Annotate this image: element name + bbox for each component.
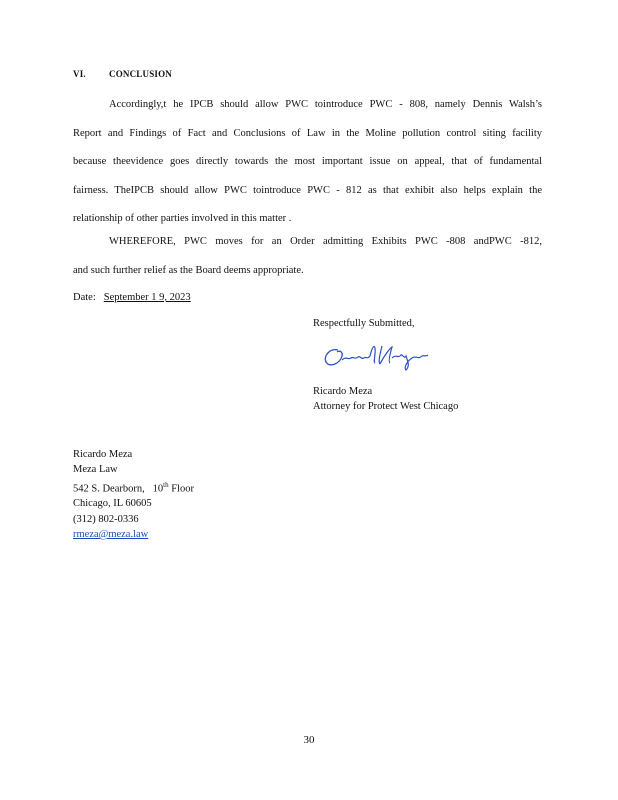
address-phone: (312) 802-0336 bbox=[73, 513, 139, 525]
signer-title: Attorney for Protect West Chicago bbox=[313, 401, 459, 412]
paragraph-line: and such further relief as the Board deems appropriate. bbox=[73, 264, 304, 276]
closing-text: Respectfully Submitted, bbox=[313, 318, 415, 329]
address-name: Ricardo Meza bbox=[73, 449, 133, 460]
wherefore-paragraph bbox=[73, 228, 542, 285]
floor-suffix: th bbox=[163, 480, 169, 489]
paragraph-line: relationship of other parties involved in this matter . bbox=[73, 213, 292, 224]
date-line bbox=[73, 292, 197, 303]
section-heading bbox=[73, 69, 172, 79]
street-text: 542 S. Dearborn, bbox=[73, 483, 145, 495]
paragraph-line: Report and Findings of Fact and Conclusions of Law in the Moline pollution control siting facility bbox=[73, 127, 542, 139]
address-firm: Meza Law bbox=[73, 464, 118, 476]
handwritten-signature bbox=[320, 338, 435, 372]
paragraph-line: Accordingly,t he IPCB should allow PWC tointroduce PWC - 808, namely Dennis Walsh’s bbox=[109, 99, 542, 110]
paragraph-line: WHEREFORE, PWC moves for an Order admitting Exhibits PWC -808 andPWC -812, bbox=[109, 236, 542, 247]
floor-text: Floor bbox=[171, 483, 194, 495]
floor-number: 10 bbox=[152, 483, 164, 495]
conclusion-paragraph bbox=[73, 91, 542, 234]
section-title: CONCLUSION bbox=[109, 69, 173, 79]
date-label: Date: bbox=[73, 292, 96, 303]
paragraph-line: because theevidence goes directly towards the most important issue on appeal, that of fundamental bbox=[73, 156, 542, 167]
date-value: September 1 9, 2023 bbox=[103, 292, 191, 303]
signer-name: Ricardo Meza bbox=[313, 386, 373, 397]
paragraph-line: fairness. TheIPCB should allow PWC tointroduce PWC - 812 as that exhibit also helps explain the bbox=[73, 184, 542, 196]
page-number: 30 bbox=[303, 734, 315, 746]
address-street bbox=[73, 478, 194, 497]
address-city: Chicago, IL 60605 bbox=[73, 498, 152, 510]
section-number: VI. bbox=[73, 69, 86, 79]
address-block bbox=[73, 447, 194, 542]
email-link[interactable]: rmeza@meza.law bbox=[73, 528, 149, 540]
